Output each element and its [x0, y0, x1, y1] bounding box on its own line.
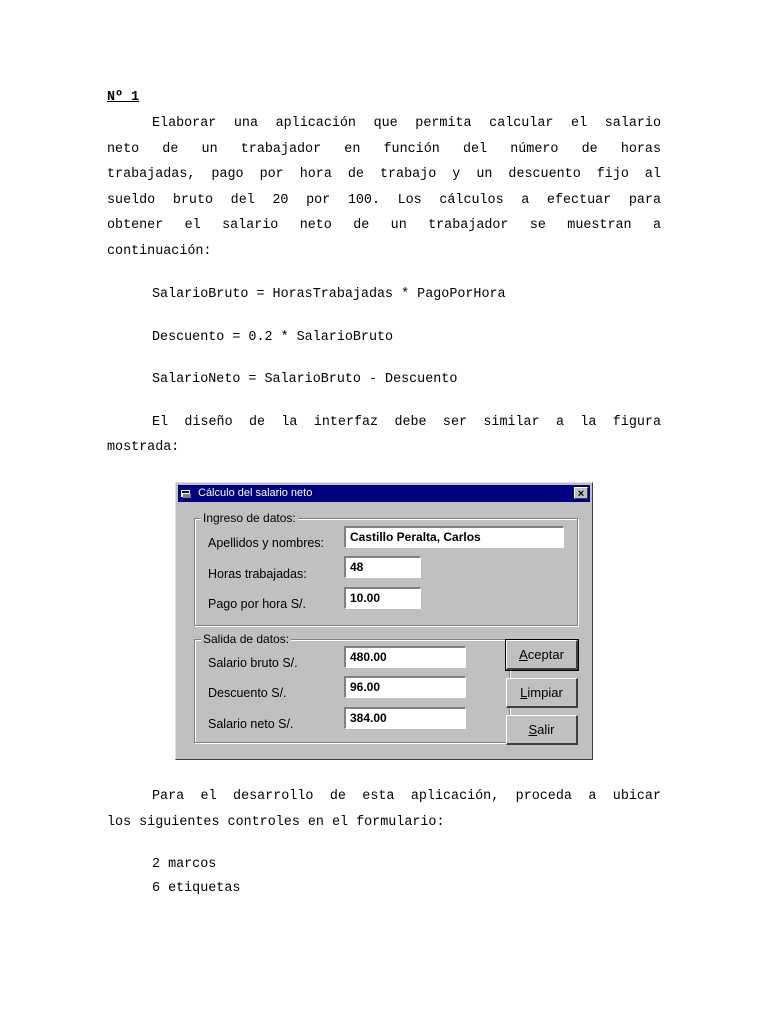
- output-frame-legend: Salida de datos:: [203, 632, 290, 646]
- pay-field[interactable]: 10.00: [344, 587, 421, 609]
- net-label: Salario neto S/.: [208, 717, 294, 731]
- clear-button[interactable]: [506, 678, 578, 708]
- clear-label: impiar: [527, 685, 563, 700]
- discount-label: Descuento S/.: [208, 686, 287, 700]
- formula: SalarioNeto = SalarioBruto - Descuento: [152, 372, 458, 387]
- net-field[interactable]: 384.00: [344, 707, 466, 729]
- app-icon: [181, 488, 192, 499]
- gross-field[interactable]: 480.00: [344, 646, 466, 668]
- exit-button[interactable]: [506, 715, 578, 745]
- discount-field[interactable]: 96.00: [344, 676, 466, 698]
- paragraph-3-line: los siguientes controles en el formulario:: [107, 815, 445, 830]
- dialog-title: Cálculo del salario neto: [198, 487, 313, 499]
- close-icon[interactable]: ×: [574, 487, 588, 499]
- heading: Nº 1: [107, 90, 140, 105]
- paragraph-1-line: continuación:: [107, 244, 212, 259]
- gross-label: Salario bruto S/.: [208, 656, 298, 670]
- paragraph-1-line: sueldo bruto del 20 por 100. Los cálculos a efectuar para: [107, 193, 661, 208]
- paragraph-1-line: Elaborar una aplicación que permita calcular el salario: [152, 116, 661, 131]
- accept-hotkey: A: [519, 647, 528, 662]
- paragraph-2-line: mostrada:: [107, 440, 180, 455]
- salary-dialog-window: [175, 482, 593, 760]
- accept-label: ceptar: [527, 647, 564, 662]
- clear-hotkey: L: [520, 685, 528, 700]
- paragraph-1-line: obtener el salario neto de un trabajador se muestran a: [107, 218, 661, 233]
- exit-hotkey: S: [528, 722, 538, 737]
- dialog-titlebar: [178, 485, 590, 502]
- accept-button[interactable]: [506, 640, 578, 670]
- paragraph-1-line: neto de un trabajador en función del número de horas: [107, 142, 661, 157]
- exit-label: alir: [537, 722, 555, 737]
- paragraph-1-line: trabajadas, pago por hora de trabajo y un descuento fijo al: [107, 167, 661, 182]
- formula: SalarioBruto = HorasTrabajadas * PagoPorHora: [152, 287, 506, 302]
- hours-label: Horas trabajadas:: [208, 567, 307, 581]
- control-list-item: 6 etiquetas: [152, 881, 241, 896]
- paragraph-2-line: El diseño de la interfaz debe ser similar a la figura: [152, 415, 661, 430]
- control-list-item: 2 marcos: [152, 857, 217, 872]
- input-frame-legend: Ingreso de datos:: [203, 511, 296, 525]
- hours-field[interactable]: 48: [344, 556, 421, 578]
- formula: Descuento = 0.2 * SalarioBruto: [152, 330, 394, 345]
- names-field[interactable]: Castillo Peralta, Carlos: [344, 526, 564, 548]
- names-label: Apellidos y nombres:: [208, 536, 325, 550]
- pay-label: Pago por hora S/.: [208, 597, 306, 611]
- paragraph-3-line: Para el desarrollo de esta aplicación, proceda a ubicar: [152, 789, 661, 804]
